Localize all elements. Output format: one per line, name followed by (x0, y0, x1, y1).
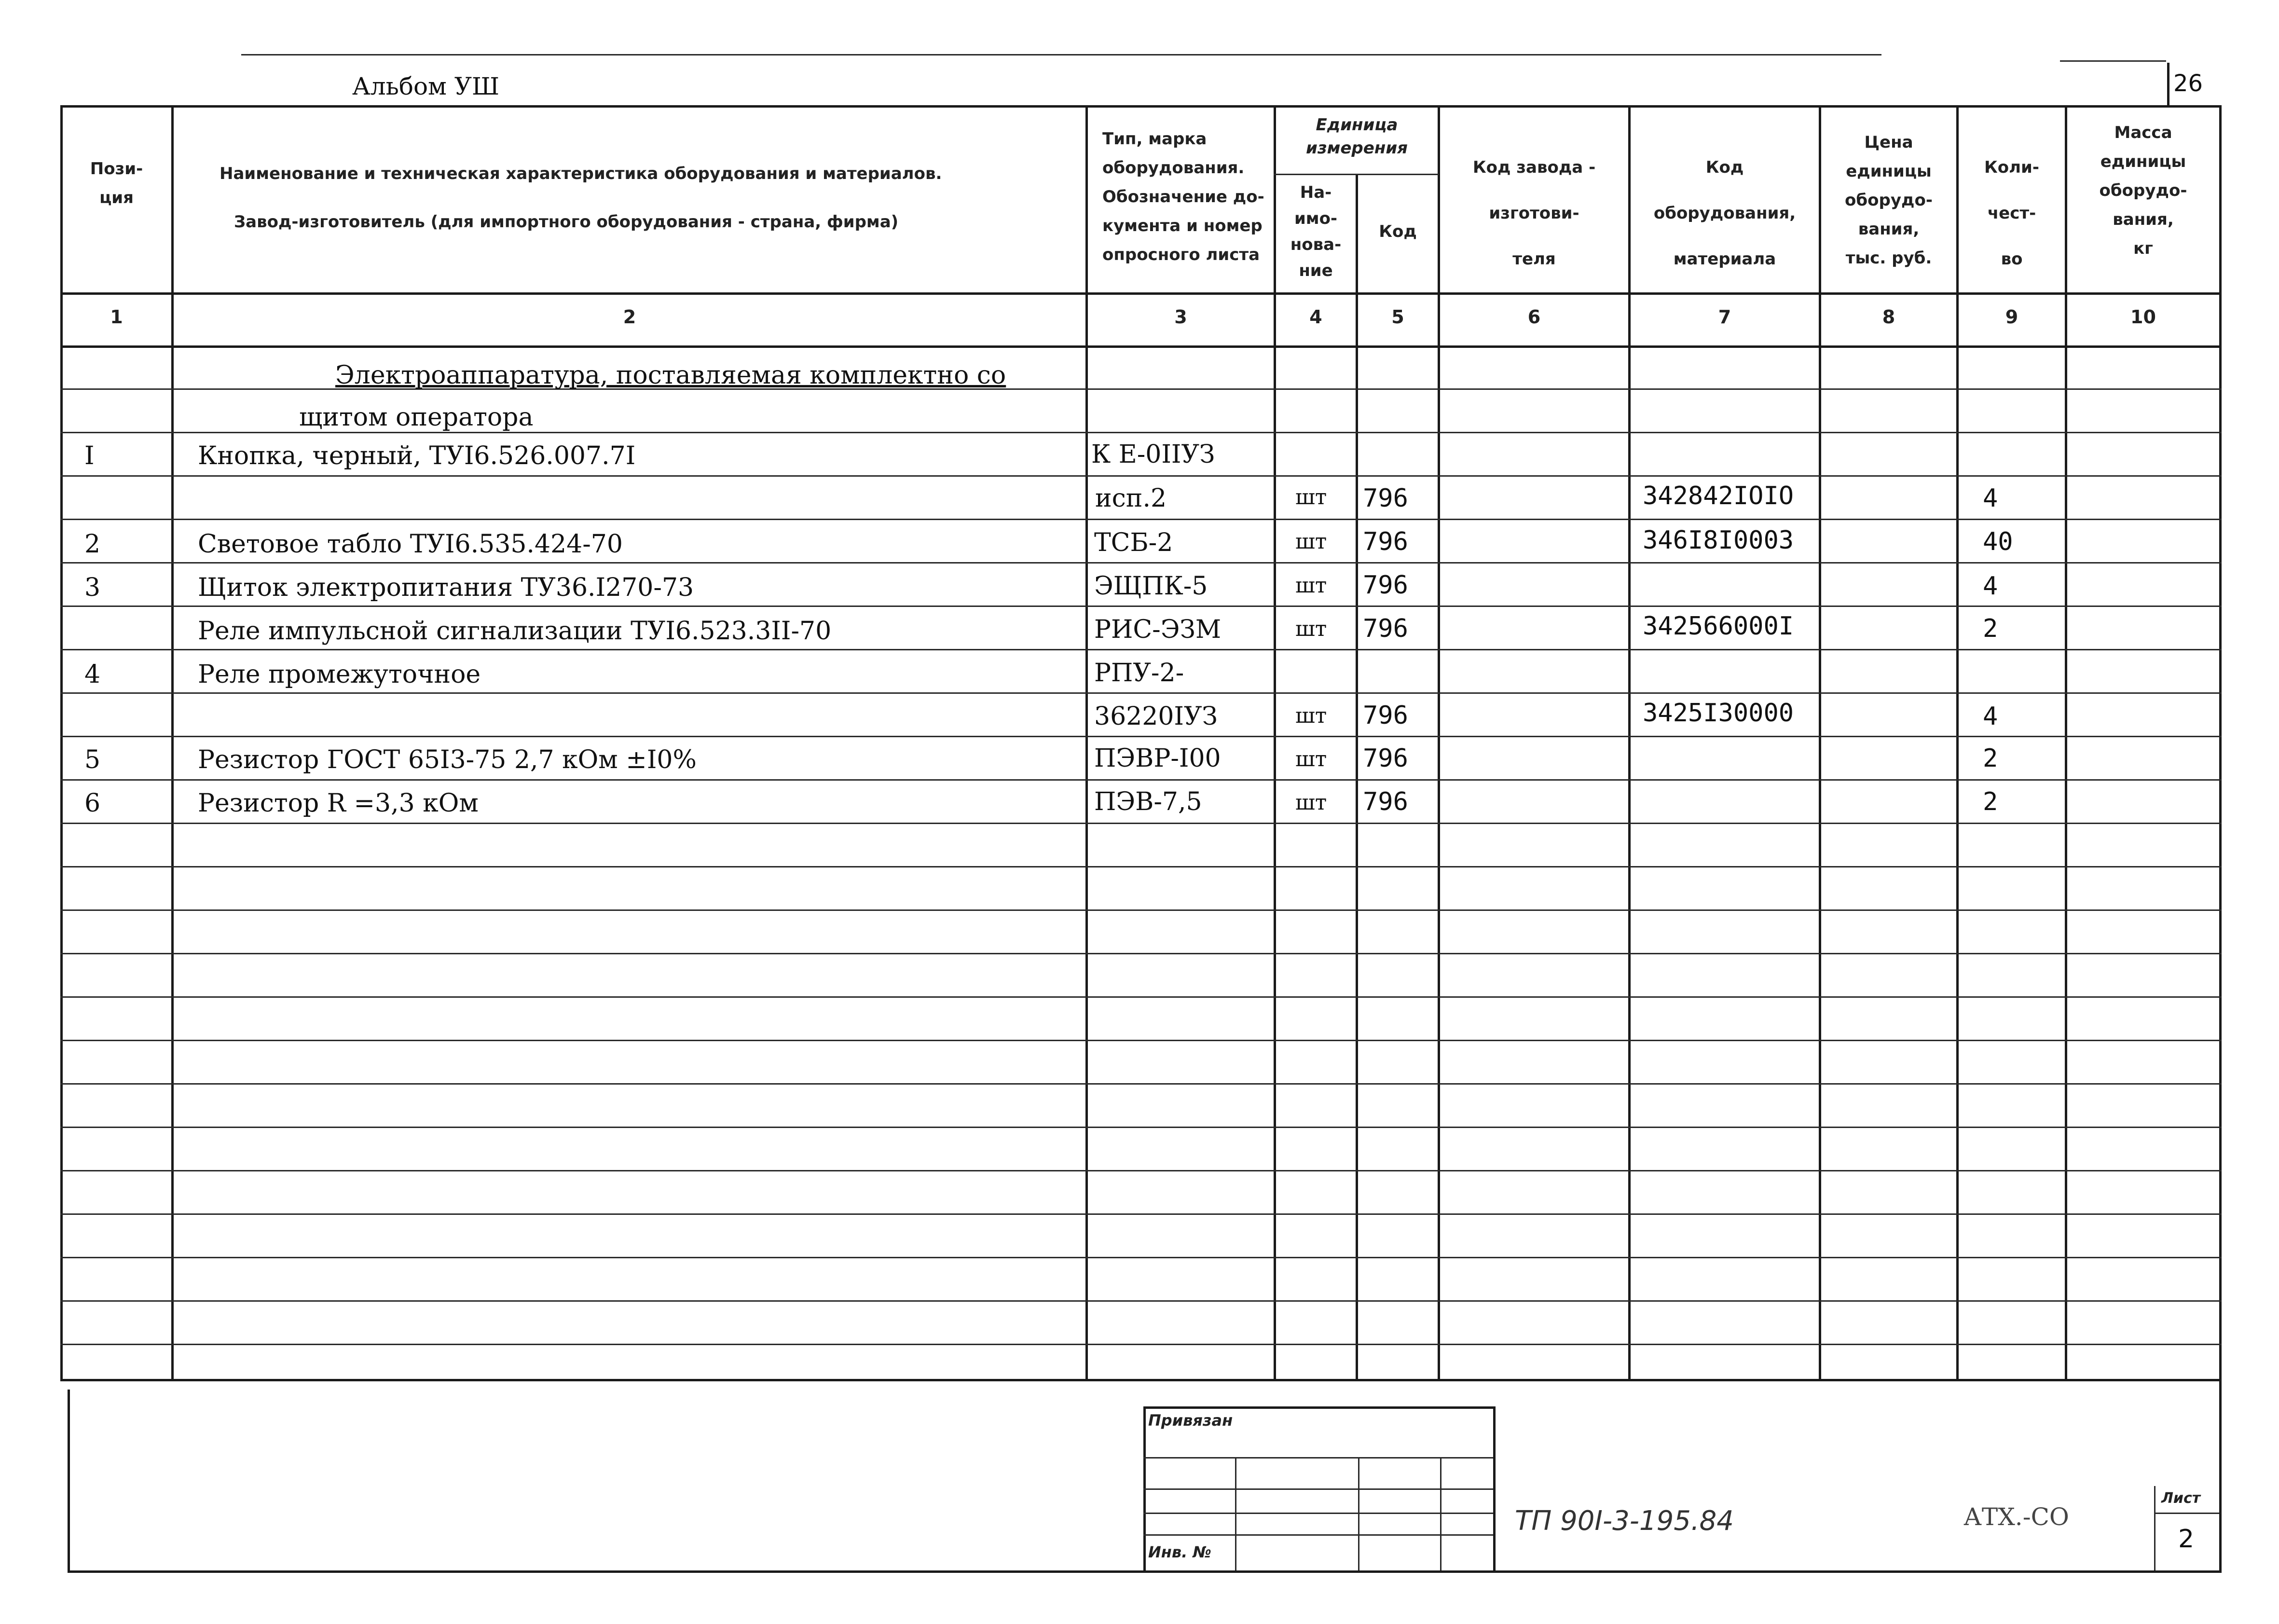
row-code: 796 (1363, 744, 1408, 773)
row-name: Резистор ГОСТ 65I3-75 2,7 кОм ±I0% (198, 745, 697, 774)
row-code: 796 (1363, 614, 1408, 643)
colnum-2: 2 (623, 306, 636, 328)
row-type: ТСБ-2 (1094, 528, 1173, 557)
bound-label: Привязан (1148, 1411, 1233, 1430)
row-name: Резистор R =3,3 кОм (198, 789, 479, 818)
section-title-line1: Электроаппаратура, поставляемая комплектно со (335, 361, 1006, 390)
header-material-code: Код оборудования, материала (1653, 158, 1796, 269)
colnum-3: 3 (1174, 306, 1187, 328)
row-code: 796 (1363, 787, 1408, 816)
row-code: 796 (1363, 484, 1408, 513)
row-type: ПЭВ-7,5 (1094, 787, 1202, 816)
row-name: Реле промежуточное (198, 660, 481, 689)
row-unit: шт (1295, 485, 1327, 509)
header-maker-code: Код завода - изготови- теля (1472, 158, 1596, 269)
header-position: Пози- ция (90, 159, 143, 207)
colnum-8: 8 (1882, 306, 1895, 328)
section-title-line2: щитом оператора (299, 403, 534, 432)
row-position: 3 (84, 573, 101, 602)
header-unit-code: Код (1379, 222, 1417, 241)
row-type: исп.2 (1095, 484, 1167, 513)
row-unit: шт (1295, 617, 1327, 641)
row-position: 2 (84, 530, 101, 559)
row-code: 796 (1363, 571, 1408, 600)
colnum-4: 4 (1309, 306, 1322, 328)
row-material-code: 346I8I0003 (1643, 526, 1794, 555)
row-material-code: 342566000I (1643, 612, 1794, 641)
row-code: 796 (1363, 701, 1408, 730)
sheet-number: 2 (2178, 1525, 2195, 1554)
row-unit: шт (1295, 703, 1327, 728)
row-material-code: 342842IOIO (1643, 482, 1794, 510)
header-name: Наименование и техническая характеристика оборудования и материалов. Завод-изготовитель (для импортного оборудования - страна, фирма) (220, 164, 942, 232)
row-quantity: 2 (1983, 787, 1998, 816)
album-title: Альбом УШ (352, 72, 500, 100)
row-name: Щиток электропитания ТУ36.I270-73 (198, 573, 694, 602)
row-material-code: 3425I30000 (1643, 699, 1794, 728)
row-quantity: 4 (1983, 484, 1998, 513)
sheet-label: Лист (2161, 1490, 2201, 1507)
header-quantity: Коли- чест- во (1984, 158, 2039, 269)
row-name: Световое табло ТУI6.535.424-70 (198, 530, 623, 559)
row-quantity: 4 (1983, 702, 1998, 731)
row-position: 4 (84, 660, 101, 689)
row-type: РПУ-2- (1094, 659, 1184, 688)
row-unit: шт (1295, 747, 1327, 771)
inventory-label: Инв. № (1148, 1543, 1211, 1561)
row-quantity: 40 (1983, 527, 2013, 556)
row-unit: шт (1295, 573, 1327, 598)
row-type: ПЭВР-I00 (1094, 744, 1221, 773)
row-unit: шт (1295, 529, 1327, 554)
row-name: Реле импульсной сигнализации ТУI6.523.3II-70 (198, 617, 832, 646)
header-type: Тип, марка оборудования. Обозначение до- кумента и номер опросного листа (1102, 129, 1264, 264)
row-position: 5 (84, 745, 101, 774)
page-number: 26 (2173, 70, 2203, 97)
header-unit-group: Единица измерения (1306, 115, 1408, 158)
header-unit-name: На- имо- нова- ние (1290, 183, 1342, 280)
row-name: Кнопка, черный, ТУI6.526.007.7I (198, 441, 636, 470)
row-unit: шт (1295, 790, 1327, 815)
document-suffix: АТХ.-СО (1963, 1503, 2069, 1531)
row-quantity: 2 (1983, 744, 1998, 773)
colnum-1: 1 (110, 306, 123, 328)
colnum-5: 5 (1391, 306, 1404, 328)
row-position: I (84, 441, 95, 470)
row-type: 36220IУЗ (1094, 702, 1218, 731)
row-quantity: 2 (1983, 614, 1998, 643)
header-price: Цена единицы оборудо- вания, тыс. руб. (1845, 133, 1933, 268)
colnum-9: 9 (2005, 306, 2018, 328)
colnum-10: 10 (2130, 306, 2156, 328)
row-type: К Е-0IIУЗ (1091, 440, 1215, 469)
row-position: 6 (84, 789, 101, 818)
row-type: ЭЩПК-5 (1094, 572, 1208, 601)
header-mass: Масса единицы оборудо- вания, кг (2099, 123, 2187, 258)
colnum-6: 6 (1527, 306, 1541, 328)
colnum-7: 7 (1718, 306, 1731, 328)
document-code: ТП 90I-3-195.84 (1515, 1505, 1734, 1537)
row-quantity: 4 (1983, 572, 1998, 601)
row-code: 796 (1363, 527, 1408, 556)
row-type: РИС-ЭЗМ (1094, 615, 1222, 644)
